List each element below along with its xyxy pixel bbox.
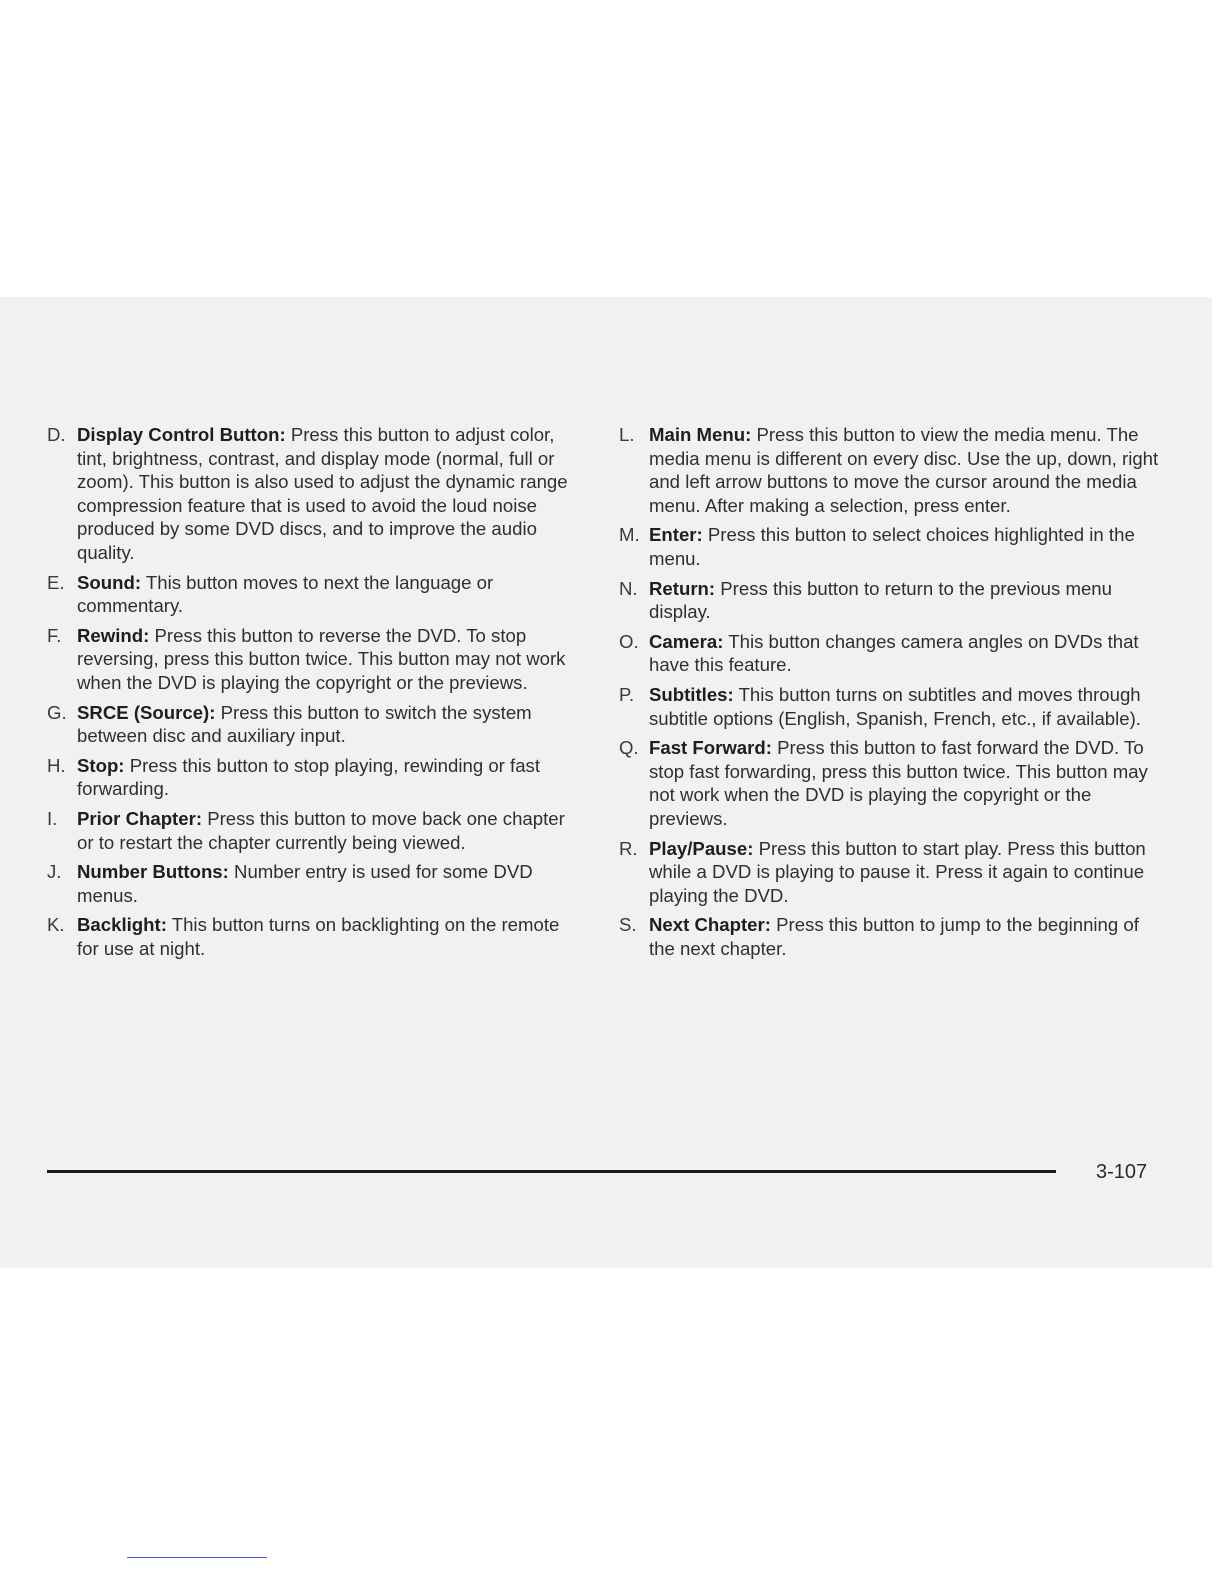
item-term: Next Chapter: (649, 914, 771, 936)
list-item (45, 701, 585, 748)
bottom-divider (127, 1557, 267, 1558)
item-letter: K. (47, 914, 65, 936)
item-term: Enter: (649, 524, 703, 546)
list-item (617, 683, 1162, 730)
list-item (617, 837, 1162, 908)
item-letter: E. (47, 571, 65, 593)
item-term: Sound: (77, 571, 142, 593)
item-letter: L. (619, 424, 635, 445)
item-term: Display Control Button: (77, 424, 286, 445)
item-description: Press this button to switch the system between disc and auxiliary input. (77, 701, 532, 747)
item-description: Press this button to select choices highlighted in the menu. (649, 524, 1135, 569)
item-letter: Q. (619, 737, 639, 759)
item-term: Stop: (77, 754, 125, 776)
item-term: Backlight: (77, 914, 167, 936)
item-description: Press this button to view the media menu. The media menu is different on every disc. Use the up, down, right and left arrow buttons to move the cursor around the media menu. After making a selection, press enter. (649, 424, 1159, 516)
item-term: Subtitles: (649, 683, 734, 705)
item-description: This button turns on subtitles and moves through subtitle options (English, Spanish, French, etc., if available). (649, 683, 1141, 729)
left-column (45, 423, 585, 966)
item-term: Number Buttons: (77, 861, 229, 883)
item-letter: D. (47, 424, 66, 445)
page-number: 3-107 (1096, 1161, 1148, 1183)
item-description: Press this button to adjust color, tint, brightness, contrast, and display mode (normal, full or zoom). This button is also used to adjust the dynamic range compression feature that is used to avoid the loud noise produced by some DVD discs, and to improve the audio quality. (77, 424, 568, 563)
list-item (45, 860, 585, 907)
content-panel (0, 297, 1212, 1268)
item-letter: G. (47, 701, 67, 723)
item-description: Press this button to return to the previous menu display. (649, 577, 1112, 623)
list-item (617, 736, 1162, 830)
list-item (45, 571, 585, 618)
list-item (617, 523, 1162, 570)
item-letter: P. (619, 683, 635, 705)
item-letter: S. (619, 914, 637, 936)
item-term: Rewind: (77, 624, 150, 646)
item-term: Camera: (649, 630, 724, 652)
list-item (45, 624, 585, 695)
item-letter: F. (47, 624, 62, 646)
item-description: Press this button to reverse the DVD. To stop reversing, press this button twice. This button may not work when the DVD is playing the copyright or the previews. (77, 624, 566, 693)
list-item (617, 630, 1162, 677)
item-letter: J. (47, 861, 62, 883)
item-letter: N. (619, 577, 638, 599)
item-term: Prior Chapter: (77, 807, 203, 829)
item-letter: M. (619, 524, 640, 546)
item-letter: R. (619, 837, 638, 859)
item-description: Press this button to jump to the beginning of the next chapter. (649, 914, 1139, 959)
list-item (617, 577, 1162, 624)
item-term: SRCE (Source): (77, 701, 216, 723)
item-description: Press this button to move back one chapter or to restart the chapter currently being viewed. (77, 807, 565, 853)
list-item (617, 913, 1162, 960)
item-term: Main Menu: (649, 424, 752, 445)
footer-rule (47, 1170, 1056, 1173)
item-term: Play/Pause: (649, 837, 754, 859)
item-term: Fast Forward: (649, 737, 772, 759)
list-item (617, 423, 1162, 517)
item-description: This button moves to next the language or commentary. (77, 571, 494, 617)
item-letter: O. (619, 630, 639, 652)
item-term: Return: (649, 577, 716, 599)
list-item (45, 807, 585, 854)
list-item (45, 913, 585, 960)
list-item (45, 754, 585, 801)
item-description: This button turns on backlighting on the remote for use at night. (77, 914, 560, 959)
item-description: Press this button to start play. Press this button while a DVD is playing to pause it. Press it again to continue playing the DVD. (649, 837, 1146, 906)
item-description: Number entry is used for some DVD menus. (77, 861, 533, 906)
right-column (617, 423, 1162, 966)
item-letter: H. (47, 754, 66, 776)
item-description: Press this button to fast forward the DVD. To stop fast forwarding, press this button twice. This button may not work when the DVD is playing the copyright or the previews. (649, 737, 1148, 829)
item-letter: I. (47, 807, 58, 829)
list-item (45, 423, 585, 565)
item-description: Press this button to stop playing, rewinding or fast forwarding. (77, 754, 541, 800)
item-description: This button changes camera angles on DVDs that have this feature. (649, 630, 1139, 676)
